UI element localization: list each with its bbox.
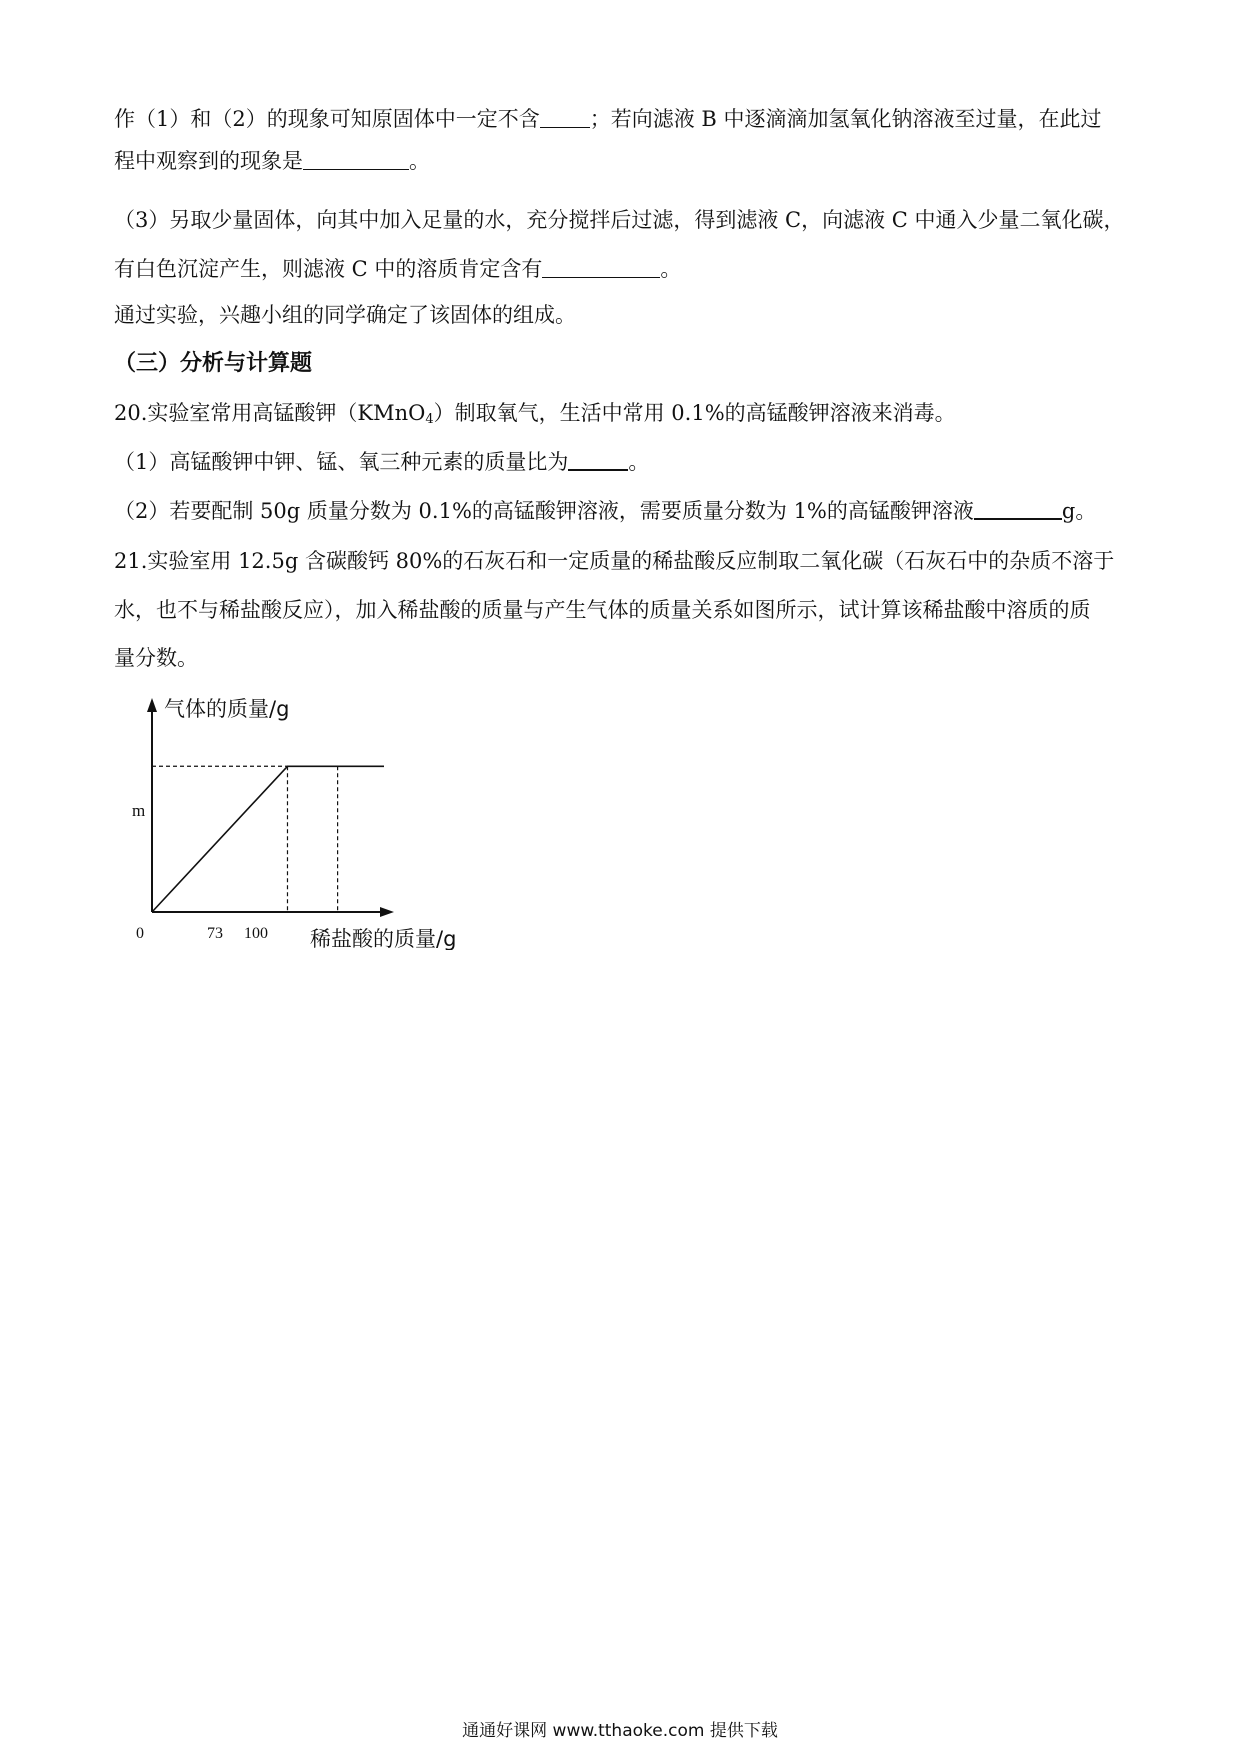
x-axis-arrow (380, 907, 394, 917)
q20-part2-text-b: g。 (1061, 499, 1097, 523)
q19-part3-text-2a: 有白色沉淀产生，则滤液 C 中的溶质肯定含有 (114, 257, 543, 281)
x-axis-label: 稀盐酸的质量/g (310, 927, 457, 950)
x-tick-label-73: 73 (207, 925, 223, 942)
q19-line-2-text-a: 程中观察到的现象是 (114, 149, 303, 173)
q21-line-2 (114, 595, 1130, 625)
q19-line-1-text-a: 作（1）和（2）的现象可知原固体中一定不含 (114, 107, 540, 131)
section-heading: （三）分析与计算题 (114, 350, 313, 376)
q19-part3-line-1 (114, 205, 1130, 235)
y-tick-label: m (132, 801, 146, 820)
q21-text-3: 量分数。 (114, 646, 198, 670)
answer-blank (568, 447, 628, 471)
q19-line-1 (114, 104, 1130, 134)
q20-stem-text-b: ）制取氧气，生活中常用 0.1%的高锰酸钾溶液来消毒。 (433, 401, 956, 425)
q20-stem-subscript: 4 (425, 412, 434, 427)
answer-blank (540, 105, 590, 128)
q20-stem-text-a: 20.实验室常用高锰酸钾（KMnO (114, 401, 426, 425)
q20-part1 (114, 447, 1130, 477)
q20-part2-text-a: （2）若要配制 50g 质量分数为 0.1%的高锰酸钾溶液，需要质量分数为 1%的高锰酸钾溶液 (114, 499, 974, 523)
q21-line-1 (114, 546, 1130, 576)
q19-conclusion (114, 300, 1130, 330)
q20-part1-text-b: 。 (628, 450, 650, 474)
q20-stem (114, 398, 1130, 435)
answer-blank (974, 496, 1062, 520)
q19-line-1-text-b: ；若向滤液 B 中逐滴滴加氢氧化钠溶液至过量，在此过 (589, 107, 1102, 131)
y-axis-label: 气体的质量/g (164, 697, 290, 721)
q21-text-1: 21.实验室用 12.5g 含碳酸钙 80%的石灰石和一定质量的稀盐酸反应制取二氧化碳（石灰石中的杂质不溶于 (114, 549, 1115, 573)
q20-part1-text-a: （1）高锰酸钾中钾、锰、氧三种元素的质量比为 (114, 450, 569, 474)
gas-mass-line (152, 766, 384, 912)
answer-blank (303, 147, 409, 170)
q21-line-3 (114, 643, 1130, 673)
q19-part3-line-2 (114, 254, 1130, 284)
q19-conclusion-text: 通过实验，兴趣小组的同学确定了该固体的组成。 (114, 303, 576, 327)
q19-line-2 (114, 146, 1130, 176)
gas-mass-graph (128, 690, 488, 950)
page-footer: 通通好课网 www.tthaoke.com 提供下载 (462, 1721, 778, 1741)
x-tick-label-100: 100 (244, 925, 268, 942)
q20-part2 (114, 496, 1130, 526)
q21-text-2: 水，也不与稀盐酸反应），加入稀盐酸的质量与产生气体的质量关系如图所示，试计算该稀盐酸中溶质的质 (114, 598, 1091, 622)
y-axis-arrow (147, 698, 157, 712)
q19-line-2-text-b: 。 (409, 149, 430, 173)
q19-part3-text-1: （3）另取少量固体，向其中加入足量的水，充分搅拌后过滤，得到滤液 C，向滤液 C 中通入少量二氧化碳， (114, 208, 1125, 232)
answer-blank (542, 255, 660, 278)
q19-part3-text-2b: 。 (660, 257, 682, 281)
x-tick-label-0: 0 (136, 925, 144, 942)
